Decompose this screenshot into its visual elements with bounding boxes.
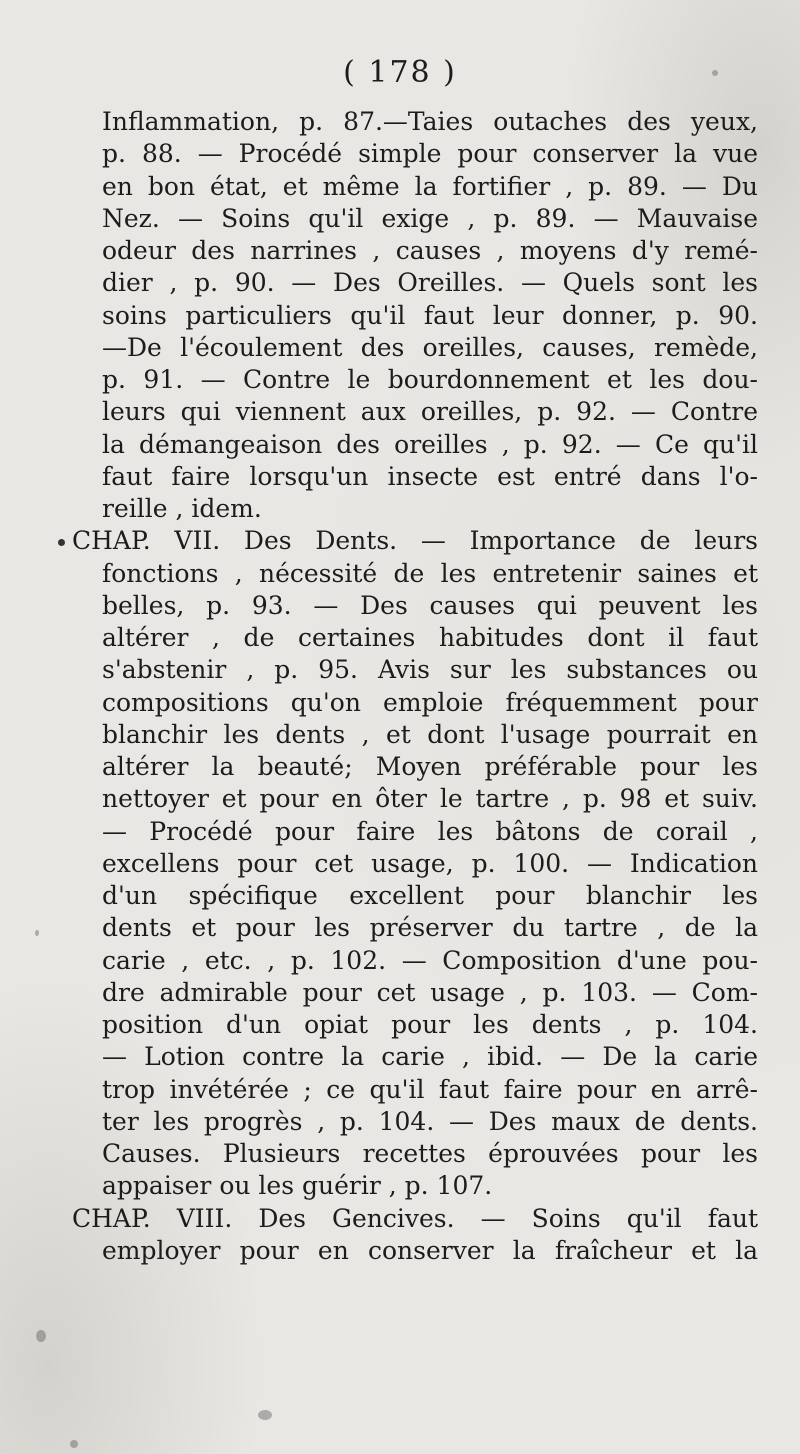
text-line: position d'un opiat pour les dents , p. 104. — [102, 1010, 758, 1039]
text-line: d'un spécifique excellent pour blanchir les — [102, 881, 758, 910]
text-line: blanchir les dents , et dont l'usage pourrait en — [102, 719, 758, 749]
text-line: excellens pour cet usage, p. 100. — Indication — [102, 848, 758, 878]
text-line: carie , etc. , p. 102. — Composition d'une pou- — [102, 945, 758, 975]
text-line: dents et pour les préserver du tartre , de la — [102, 913, 758, 943]
paper-speck — [258, 1410, 272, 1420]
text-line: s'abstenir , p. 95. Avis sur les substances ou — [102, 655, 758, 685]
text-line: reille , idem. — [102, 494, 262, 523]
text-line: trop invétérée ; ce qu'il faut faire pour en arrê- — [102, 1074, 758, 1104]
text-line: Nez. — Soins qu'il exige , p. 89. — Mauvaise — [102, 203, 758, 233]
text-line: faut faire lorsqu'un insecte est entré dans l'o- — [102, 461, 758, 491]
paper-speck — [712, 70, 718, 76]
paper-speck — [70, 1440, 78, 1448]
text-line: appaiser ou les guérir , p. 107. — [102, 1171, 493, 1201]
text-line: p. 91. — Contre le bourdonnement et les dou- — [102, 365, 758, 394]
text-line: soins particuliers qu'il faut leur donner, p. 90. — [102, 300, 758, 330]
text-line: altérer , de certaines habitudes dont il faut — [102, 623, 758, 652]
text-line: compositions qu'on emploie fréquemment pour — [102, 687, 758, 717]
text-line: altérer la beauté; Moyen préférable pour les — [102, 752, 758, 781]
chapter-heading-line: CHAP. VIII. Des Gencives. — Soins qu'il faut — [72, 1203, 758, 1233]
text-line: fonctions , nécessité de les entretenir saines et — [102, 558, 758, 588]
text-line: dier , p. 90. — Des Oreilles. — Quels sont les — [102, 268, 758, 298]
text-line: leurs qui viennent aux oreilles, p. 92. — Contre — [102, 397, 758, 427]
text-line: nettoyer et pour en ôter le tartre , p. 98 et suiv. — [102, 784, 758, 814]
text-line: odeur des narrines , causes , moyens d'y remé- — [102, 236, 758, 265]
text-line: ter les progrès , p. 104. — Des maux de dents. — [102, 1106, 758, 1136]
text-line: p. 88. — Procédé simple pour conserver la vue — [102, 139, 758, 169]
paper-speck — [35, 930, 39, 936]
text-line: en bon état, et même la fortifier , p. 89. — Du — [102, 171, 758, 201]
margin-bullet-mark — [58, 539, 65, 546]
text-line: dre admirable pour cet usage , p. 103. — Com- — [102, 977, 758, 1007]
text-line: — Lotion contre la carie , ibid. — De la carie — [102, 1042, 758, 1072]
text-line: — Procédé pour faire les bâtons de corail , — [102, 816, 758, 846]
text-line: Inflammation, p. 87.—Taies outaches des yeux, — [102, 107, 758, 136]
text-line: —De l'écoulement des oreilles, causes, remède, — [102, 332, 758, 362]
text-line: belles, p. 93. — Des causes qui peuvent les — [102, 590, 758, 620]
text-line: Causes. Plusieurs recettes éprouvées pour les — [102, 1139, 758, 1168]
text-line: employer pour en conserver la fraîcheur et la — [102, 1235, 758, 1265]
chapter-heading-line: CHAP. VII. Des Dents. — Importance de leurs — [72, 526, 758, 556]
text-line: la démangeaison des oreilles , p. 92. — Ce qu'il — [102, 429, 758, 459]
page-body — [72, 106, 758, 1267]
page-number: ( 178 ) — [343, 55, 457, 90]
paper-speck — [36, 1330, 46, 1342]
